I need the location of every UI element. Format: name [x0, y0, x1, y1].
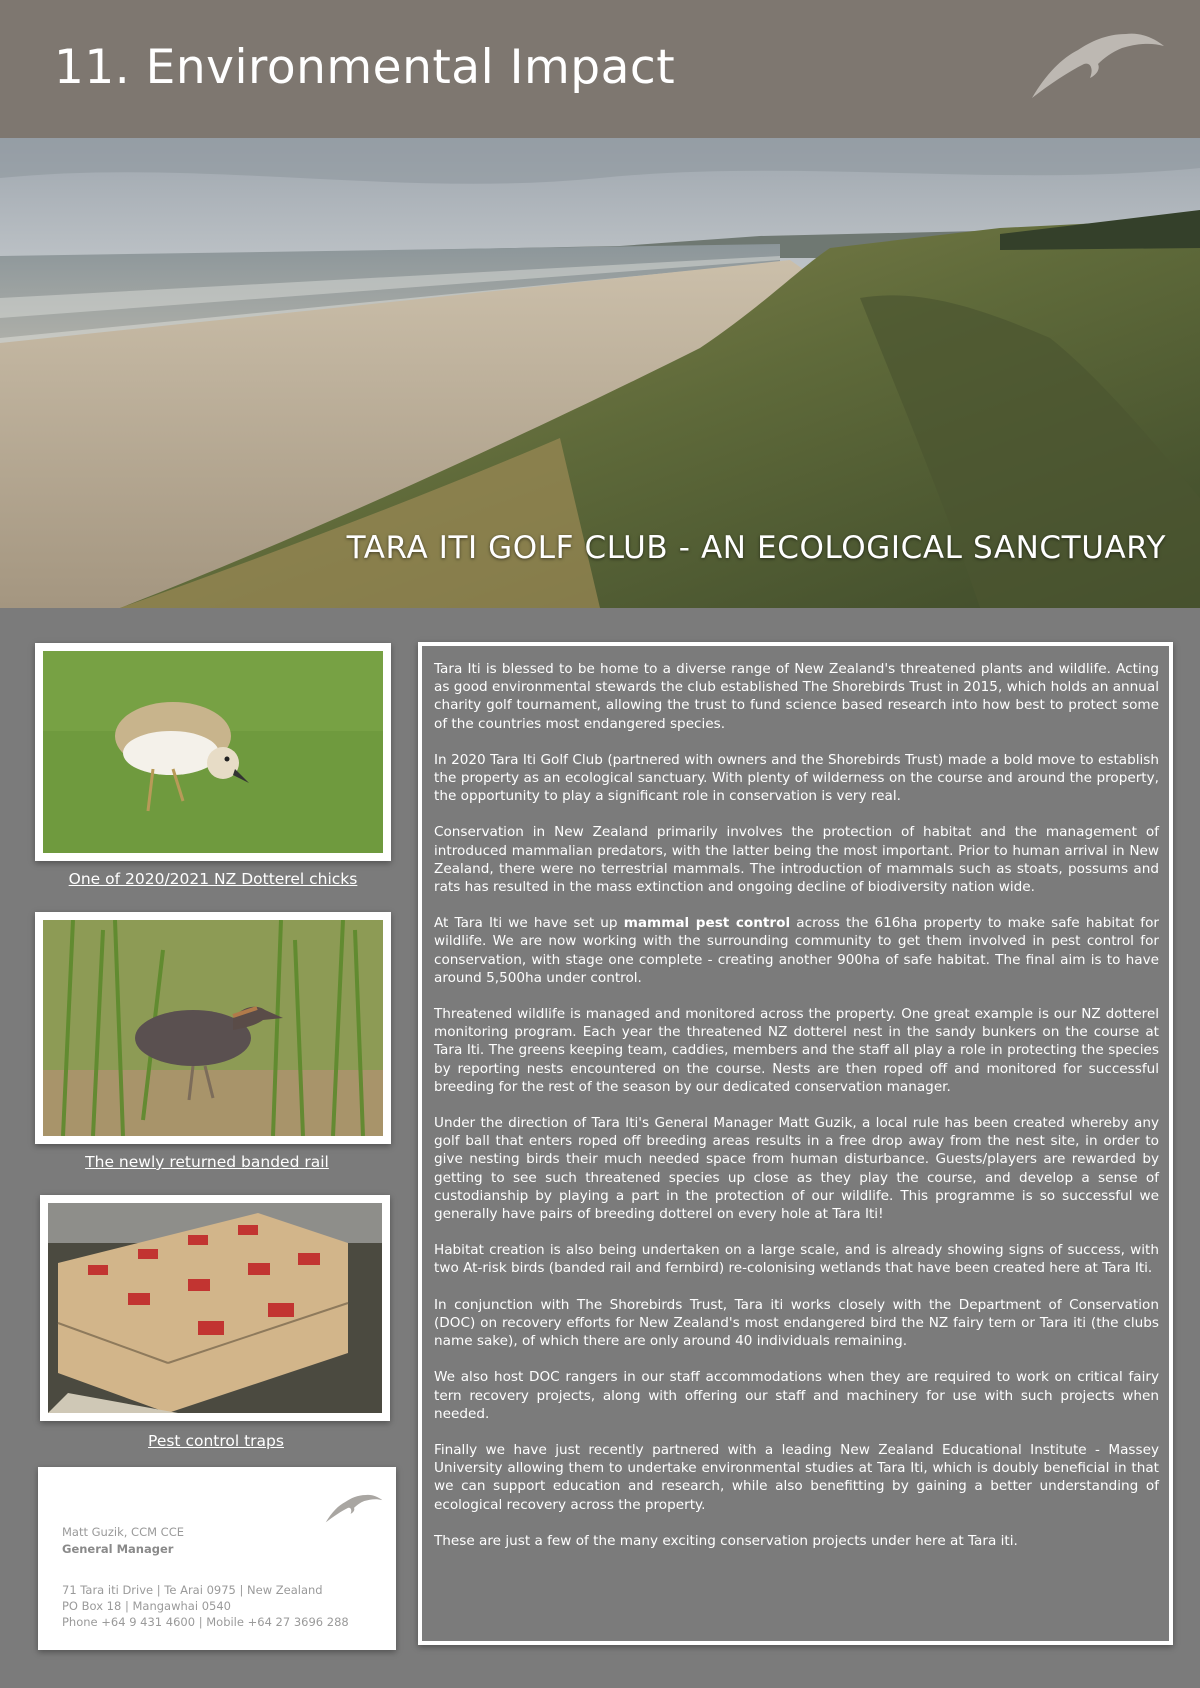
paragraph-intro: Tara Iti is blessed to be home to a diverse range of New Zealand's threatened plants and wildlife. Acting as good environmental stewards the club established The Shorebirds Trust in 2015, which holds an annual charity golf tournament, allowing the trust to fund science based research into how best to protect some of the countries most endangered species. — [434, 661, 1159, 732]
pest-control-bold: mammal pest control — [623, 915, 791, 932]
paragraph-doc: In conjunction with The Shorebirds Trust, Tara iti works closely with the Department of Conservation (DOC) on recovery efforts for New Zealand's most endangered bird the NZ fairy tern or Tara iti (the clubs name sake), of which there are only around 40 individuals remaining. — [434, 1296, 1159, 1350]
paragraph-habitat: Habitat creation is also being undertaken on a large scale, and is already showing signs of success, with two At-risk birds (banded rail and fernbird) re-colonising wetlands that have been created here at Tara Iti. — [434, 1242, 1159, 1277]
dotterel-caption: One of 2020/2021 NZ Dotterel chicks — [68, 870, 358, 888]
page-title: 11. Environmental Impact — [54, 40, 676, 95]
contact-card — [38, 1467, 396, 1650]
contact-po-box: PO Box 18 | Mangawhai 0540 — [62, 1599, 231, 1613]
paragraph-pest-control — [434, 914, 1159, 987]
banded-rail-photo-card — [35, 912, 391, 1144]
banded-rail-image — [43, 920, 383, 1136]
banded-rail-caption: The newly returned banded rail — [85, 1153, 329, 1171]
paragraph-local-rule: Under the direction of Tara Iti's General Manager Matt Guzik, a local rule has been created whereby any golf ball that enters roped off breeding areas results in a free drop away from the nest site, in order to give nesting birds their much needed space from human disturbance. Guests/players are rewarded by getting to see such threatened species up close as they play the course, and develop a sense of custodianship by playing a part in the protection of our wildlife. This programme is so successful we generally have pairs of breeding dotterel on every hole at Tara Iti! — [434, 1115, 1159, 1223]
hero-title: TARA ITI GOLF CLUB - AN ECOLOGICAL SANCTUARY — [346, 530, 1166, 566]
contact-phone: Phone +64 9 431 4600 | Mobile +64 27 3696 288 — [62, 1615, 349, 1629]
contact-role: General Manager — [62, 1542, 174, 1556]
contact-address: 71 Tara iti Drive | Te Arai 0975 | New Zealand — [62, 1583, 323, 1597]
pest-control-text-after: across the 616ha property to make safe habitat for wildlife. We are now working with the surrounding community to get them involved in pest control for conservation, with stage one complete - creating another 900ha of safe habitat. The final aim is to have around 5,500ha under control. — [434, 915, 1159, 986]
paragraph-monitoring: Threatened wildlife is managed and monitored across the property. One great example is our NZ dotterel monitoring program. Each year the threatened NZ dotterel nest in the sandy bunkers on the course at Tara Iti. The greens keeping team, caddies, members and the staff all play a role in protecting the species by reporting nests encountered on the course. Nests are then roped off and monitored for successful breeding for the rest of the season by our dedicated conservation manager. — [434, 1006, 1159, 1095]
tern-bird-icon — [1028, 22, 1168, 102]
body-text — [434, 660, 1159, 1568]
paragraph-closing: These are just a few of the many exciting conservation projects under here at Tara iti. — [434, 1532, 1018, 1549]
page-header — [0, 0, 1200, 138]
traps-caption: Pest control traps — [148, 1432, 284, 1450]
tern-bird-icon — [324, 1489, 384, 1525]
traps-photo-card — [40, 1195, 390, 1421]
body-text-panel — [418, 642, 1173, 1645]
dotterel-chick-image — [43, 651, 383, 853]
paragraph-sanctuary: In 2020 Tara Iti Golf Club (partnered with owners and the Shorebirds Trust) made a bold move to establish the property as an ecological sanctuary. With plenty of wilderness on the course and around the property, the opportunity to play a significant role in conservation is very real. — [434, 751, 1159, 805]
pest-traps-image — [48, 1203, 382, 1413]
contact-name: Matt Guzik, CCM CCE — [62, 1525, 185, 1539]
paragraph-rangers: We also host DOC rangers in our staff accommodations when they are required to work on critical fairy tern recovery projects, along with offering our staff and machinery for use with such projects when needed. — [434, 1369, 1159, 1422]
pest-control-text-before: At Tara Iti we have set up — [434, 915, 624, 932]
hero-image — [0, 138, 1200, 608]
paragraph-massey: Finally we have just recently partnered with a leading New Zealand Educational Institute - Massey University allowing them to undertake environmental studies at Tara Iti, which is doubly beneficial in that we can support education and research, while also benefitting by gaining a better understanding of ecological recovery across the property. — [434, 1441, 1159, 1513]
paragraph-conservation: Conservation in New Zealand primarily involves the protection of habitat and the management of introduced mammalian predators, with the latter being the most important. Prior to human arrival in New Zealand, there were no terrestrial mammals. The introduction of mammals such as stoats, possums and rats has resulted in the mass extinction and ongoing decline of biodiversity nation wide. — [434, 824, 1159, 896]
dotterel-photo-card — [35, 643, 391, 861]
